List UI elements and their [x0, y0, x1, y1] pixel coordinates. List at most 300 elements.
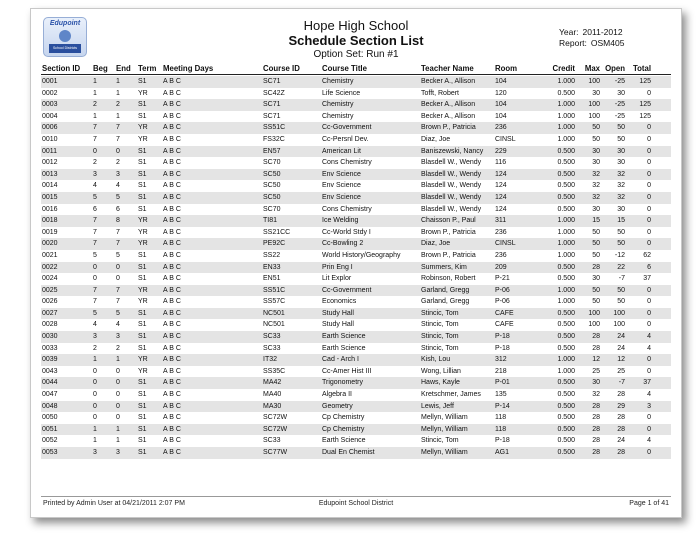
- table-row: [41, 215, 671, 227]
- option-set: Option Set: Run #1: [313, 49, 399, 60]
- cell-course-id: SC71: [263, 112, 281, 120]
- report-title: Schedule Section List: [288, 33, 424, 48]
- cell-beg: 0: [93, 147, 97, 155]
- cell-credit: 0.500: [557, 309, 575, 317]
- cell-course-id: MA40: [263, 391, 282, 399]
- cell-term: S1: [138, 449, 147, 456]
- table-row: [41, 447, 671, 459]
- col-beg: Beg: [93, 64, 108, 73]
- cell-section-id: 0004: [42, 112, 58, 120]
- cell-end: 2: [116, 344, 120, 352]
- cell-room: P-18: [495, 333, 510, 341]
- cell-max: 30: [592, 205, 600, 213]
- cell-teacher-name: Becker A., Allison: [421, 101, 476, 109]
- cell-course-id: SC72W: [263, 425, 288, 433]
- report-label: Report:: [559, 38, 587, 48]
- cell-course-title: World History/Geography: [322, 251, 401, 259]
- cell-credit: 0.500: [557, 321, 575, 329]
- cell-end: 0: [116, 275, 120, 283]
- cell-course-title: Ice Welding: [322, 217, 359, 225]
- cell-room: P-06: [495, 298, 510, 306]
- cell-max: 100: [588, 309, 600, 317]
- cell-end: 7: [116, 286, 120, 294]
- col-end: End: [116, 64, 131, 73]
- cell-teacher-name: Garland, Gregg: [421, 298, 470, 306]
- cell-beg: 7: [93, 228, 97, 236]
- cell-open: 50: [617, 228, 625, 236]
- cell-teacher-name: Haws, Kayle: [421, 379, 460, 387]
- table-row: [41, 331, 671, 343]
- cell-course-id: SC71: [263, 78, 281, 85]
- cell-end: 0: [116, 263, 120, 271]
- col-room: Room: [495, 64, 518, 73]
- report-value: OSM405: [590, 38, 625, 48]
- table-row: [41, 285, 671, 297]
- logo-subtitle: School Districts: [49, 44, 81, 53]
- cell-section-id: 0011: [42, 147, 58, 155]
- cell-course-id: SS51C: [263, 124, 286, 132]
- cell-beg: 1: [93, 89, 97, 97]
- cell-meeting-days: A B C: [163, 135, 181, 143]
- cell-end: 5: [116, 251, 120, 259]
- cell-course-id: SC33: [263, 344, 281, 352]
- report-page: [30, 8, 682, 518]
- cell-course-id: MA30: [263, 402, 282, 410]
- cell-course-title: Earth Science: [322, 437, 366, 445]
- cell-teacher-name: Mellyn, William: [421, 414, 468, 422]
- cell-meeting-days: A B C: [163, 379, 181, 387]
- cell-total: 0: [647, 240, 651, 248]
- cell-term: S1: [138, 101, 147, 109]
- cell-total: 6: [647, 263, 651, 271]
- cell-term: YR: [138, 135, 148, 143]
- cell-room: 104: [495, 101, 507, 109]
- cell-course-title: Algebra II: [322, 391, 352, 399]
- cell-term: YR: [138, 298, 148, 306]
- cell-meeting-days: A B C: [163, 298, 181, 306]
- cell-max: 28: [592, 402, 600, 410]
- cell-course-id: EN33: [263, 263, 281, 271]
- cell-term: YR: [138, 228, 148, 236]
- cell-credit: 0.500: [557, 344, 575, 352]
- table-row: [41, 319, 671, 331]
- cell-meeting-days: A B C: [163, 124, 181, 132]
- cell-beg: 2: [93, 101, 97, 109]
- cell-total: 0: [647, 135, 651, 143]
- cell-total: 0: [647, 298, 651, 306]
- cell-teacher-name: Blasdell W., Wendy: [421, 193, 482, 201]
- cell-section-id: 0039: [42, 356, 58, 364]
- cell-total: 37: [643, 275, 651, 283]
- cell-meeting-days: A B C: [163, 437, 181, 445]
- cell-total: 0: [647, 449, 651, 456]
- cell-beg: 2: [93, 159, 97, 167]
- cell-end: 1: [116, 425, 120, 433]
- cell-course-id: SC33: [263, 437, 281, 445]
- cell-teacher-name: Brown P., Patricia: [421, 228, 476, 236]
- cell-max: 50: [592, 298, 600, 306]
- cell-max: 50: [592, 124, 600, 132]
- cell-room: 236: [495, 228, 507, 236]
- cell-course-id: EN51: [263, 275, 281, 283]
- cell-section-id: 0053: [42, 449, 58, 456]
- cell-meeting-days: A B C: [163, 112, 181, 120]
- cell-term: S1: [138, 182, 147, 190]
- cell-total: 0: [647, 205, 651, 213]
- cell-open: 30: [617, 89, 625, 97]
- cell-open: -7: [618, 275, 625, 283]
- cell-teacher-name: Mellyn, William: [421, 449, 468, 456]
- cell-section-id: 0050: [42, 414, 58, 422]
- cell-teacher-name: Robinson, Robert: [421, 275, 476, 283]
- cell-max: 50: [592, 135, 600, 143]
- cell-open: 100: [613, 309, 625, 317]
- cell-total: 4: [647, 344, 651, 352]
- cell-course-title: Env Science: [322, 170, 361, 178]
- table-row: [41, 354, 671, 366]
- cell-course-title: Env Science: [322, 182, 361, 190]
- cell-open: 22: [617, 263, 625, 271]
- cell-max: 100: [588, 101, 600, 109]
- cell-total: 4: [647, 333, 651, 341]
- cell-meeting-days: A B C: [163, 170, 181, 178]
- cell-meeting-days: A B C: [163, 193, 181, 201]
- cell-room: 118: [495, 414, 507, 422]
- cell-total: 4: [647, 437, 651, 445]
- cell-course-id: SC77W: [263, 449, 288, 456]
- cell-course-title: Study Hall: [322, 309, 354, 317]
- cell-section-id: 0033: [42, 344, 58, 352]
- cell-room: CAFE: [495, 309, 514, 317]
- cell-term: S1: [138, 379, 147, 387]
- printed-by: Printed by Admin User at 04/21/2011 2:07 PM: [43, 500, 185, 507]
- cell-course-id: SC72W: [263, 414, 288, 422]
- cell-total: 125: [639, 112, 651, 120]
- cell-room: CINSL: [495, 240, 516, 248]
- cell-end: 7: [116, 135, 120, 143]
- cell-total: 0: [647, 286, 651, 294]
- cell-course-title: Cad - Arch I: [322, 356, 359, 364]
- cell-section-id: 0002: [42, 89, 58, 97]
- section-table-body: [41, 76, 671, 459]
- table-row: [41, 88, 671, 100]
- cell-beg: 0: [93, 402, 97, 410]
- cell-section-id: 0028: [42, 321, 58, 329]
- cell-meeting-days: A B C: [163, 263, 181, 271]
- cell-teacher-name: Kish, Lou: [421, 356, 451, 364]
- table-row: [41, 389, 671, 401]
- cell-term: S1: [138, 205, 147, 213]
- cell-end: 5: [116, 193, 120, 201]
- cell-beg: 4: [93, 321, 97, 329]
- cell-meeting-days: A B C: [163, 321, 181, 329]
- cell-open: -25: [614, 112, 625, 120]
- cell-room: CINSL: [495, 135, 516, 143]
- cell-course-title: American Lit: [322, 147, 361, 155]
- cell-term: S1: [138, 321, 147, 329]
- cell-end: 6: [116, 205, 120, 213]
- cell-open: 24: [617, 344, 625, 352]
- cell-section-id: 0048: [42, 402, 58, 410]
- cell-total: 3: [647, 402, 651, 410]
- cell-course-id: SC70: [263, 159, 281, 167]
- cell-total: 4: [647, 391, 651, 399]
- cell-max: 12: [592, 356, 600, 364]
- cell-room: 209: [495, 263, 507, 271]
- cell-beg: 1: [93, 112, 97, 120]
- cell-beg: 3: [93, 333, 97, 341]
- cell-beg: 7: [93, 286, 97, 294]
- cell-teacher-name: Becker A., Allison: [421, 112, 476, 120]
- cell-end: 7: [116, 228, 120, 236]
- cell-room: 120: [495, 89, 507, 97]
- table-row: [41, 134, 671, 146]
- col-open: Open: [605, 64, 625, 73]
- table-row: [41, 157, 671, 169]
- cell-course-id: NC501: [263, 309, 285, 317]
- cell-course-title: Earth Science: [322, 333, 366, 341]
- cell-credit: 0.500: [557, 193, 575, 201]
- cell-room: 118: [495, 425, 507, 433]
- cell-max: 100: [588, 112, 600, 120]
- cell-end: 0: [116, 147, 120, 155]
- cell-section-id: 0026: [42, 298, 58, 306]
- cell-section-id: 0019: [42, 228, 58, 236]
- cell-beg: 5: [93, 193, 97, 201]
- cell-max: 28: [592, 263, 600, 271]
- cell-end: 1: [116, 356, 120, 364]
- cell-max: 30: [592, 159, 600, 167]
- cell-section-id: 0047: [42, 391, 58, 399]
- table-row: [41, 180, 671, 192]
- cell-total: 0: [647, 367, 651, 375]
- cell-section-id: 0014: [42, 182, 58, 190]
- cell-section-id: 0003: [42, 101, 58, 109]
- table-row: [41, 169, 671, 181]
- cell-course-id: FS32C: [263, 135, 285, 143]
- page-number: Page 1 of 41: [629, 500, 669, 507]
- cell-teacher-name: Diaz, Joe: [421, 240, 451, 248]
- cell-total: 0: [647, 356, 651, 364]
- cell-room: P-14: [495, 402, 510, 410]
- cell-room: 229: [495, 147, 507, 155]
- year-value: 2011-2012: [582, 27, 623, 37]
- cell-max: 50: [592, 228, 600, 236]
- logo-brand-text: Edupoint: [49, 20, 81, 27]
- cell-max: 25: [592, 367, 600, 375]
- cell-meeting-days: A B C: [163, 344, 181, 352]
- cell-course-id: SC42Z: [263, 89, 285, 97]
- cell-open: -12: [614, 251, 625, 259]
- table-row: [41, 111, 671, 123]
- col-meeting-days: Meeting Days: [163, 64, 214, 73]
- cell-course-title: Cc-Government: [322, 124, 372, 132]
- cell-room: P-06: [495, 286, 510, 294]
- cell-end: 0: [116, 391, 120, 399]
- cell-teacher-name: Garland, Gregg: [421, 286, 470, 294]
- cell-beg: 5: [93, 251, 97, 259]
- cell-meeting-days: A B C: [163, 205, 181, 213]
- cell-credit: 0.500: [557, 275, 575, 283]
- cell-term: YR: [138, 89, 148, 97]
- cell-max: 28: [592, 414, 600, 422]
- cell-total: 0: [647, 89, 651, 97]
- cell-credit: 1.000: [557, 78, 575, 85]
- table-row: [41, 146, 671, 158]
- col-total: Total: [632, 64, 651, 73]
- cell-teacher-name: Diaz, Joe: [421, 135, 451, 143]
- cell-course-title: Cp Chemistry: [322, 425, 365, 433]
- cell-beg: 7: [93, 217, 97, 225]
- cell-max: 28: [592, 344, 600, 352]
- cell-total: 0: [647, 309, 651, 317]
- cell-max: 100: [588, 78, 600, 85]
- cell-course-id: SC50: [263, 193, 281, 201]
- cell-max: 50: [592, 240, 600, 248]
- cell-teacher-name: Chaisson P., Paul: [421, 217, 476, 225]
- cell-course-id: SC71: [263, 101, 281, 109]
- cell-total: 0: [647, 425, 651, 433]
- cell-credit: 0.500: [557, 391, 575, 399]
- cell-end: 3: [116, 333, 120, 341]
- cell-credit: 1.000: [557, 251, 575, 259]
- cell-course-id: SC50: [263, 170, 281, 178]
- school-name: Hope High School: [303, 18, 409, 33]
- cell-term: YR: [138, 286, 148, 294]
- cell-meeting-days: A B C: [163, 182, 181, 190]
- cell-credit: 0.500: [557, 170, 575, 178]
- cell-section-id: 0010: [42, 135, 58, 143]
- cell-course-id: SC50: [263, 182, 281, 190]
- cell-meeting-days: A B C: [163, 159, 181, 167]
- cell-open: 50: [617, 124, 625, 132]
- cell-credit: 0.500: [557, 437, 575, 445]
- cell-max: 50: [592, 251, 600, 259]
- cell-credit: 1.000: [557, 298, 575, 306]
- cell-max: 32: [592, 182, 600, 190]
- cell-term: S1: [138, 414, 147, 422]
- table-row: [41, 122, 671, 134]
- cell-credit: 1.000: [557, 367, 575, 375]
- cell-total: 0: [647, 147, 651, 155]
- cell-meeting-days: A B C: [163, 147, 181, 155]
- cell-term: S1: [138, 147, 147, 155]
- cell-term: YR: [138, 356, 148, 364]
- table-row: [41, 343, 671, 355]
- cell-term: S1: [138, 159, 147, 167]
- cell-course-id: NC501: [263, 321, 285, 329]
- cell-term: S1: [138, 112, 147, 120]
- cell-credit: 1.000: [557, 135, 575, 143]
- cell-beg: 0: [93, 414, 97, 422]
- cell-open: -7: [618, 379, 625, 387]
- cell-section-id: 0024: [42, 275, 58, 283]
- cell-teacher-name: Stincic, Tom: [421, 437, 459, 445]
- cell-teacher-name: Stincic, Tom: [421, 333, 459, 341]
- cell-end: 0: [116, 367, 120, 375]
- district-name: Edupoint School District: [318, 500, 394, 507]
- cell-course-id: SS57C: [263, 298, 286, 306]
- cell-end: 1: [116, 89, 120, 97]
- cell-section-id: 0018: [42, 217, 58, 225]
- cell-teacher-name: Mellyn, William: [421, 425, 468, 433]
- col-credit: Credit: [552, 64, 575, 73]
- cell-end: 7: [116, 124, 120, 132]
- cell-open: 100: [613, 321, 625, 329]
- cell-course-title: Cc-Persnl Dev.: [322, 135, 369, 143]
- cell-credit: 1.000: [557, 240, 575, 248]
- cell-total: 0: [647, 170, 651, 178]
- cell-credit: 1.000: [557, 217, 575, 225]
- cell-teacher-name: Blasdell W., Wendy: [421, 159, 482, 167]
- cell-room: 218: [495, 367, 507, 375]
- cell-open: 28: [617, 449, 625, 456]
- table-row: [41, 99, 671, 111]
- cell-credit: 0.500: [557, 379, 575, 387]
- cell-max: 28: [592, 425, 600, 433]
- cell-end: 0: [116, 379, 120, 387]
- cell-max: 32: [592, 391, 600, 399]
- cell-term: S1: [138, 170, 147, 178]
- cell-credit: 1.000: [557, 228, 575, 236]
- cell-beg: 0: [93, 275, 97, 283]
- cell-total: 0: [647, 228, 651, 236]
- cell-total: 125: [639, 78, 651, 85]
- cell-meeting-days: A B C: [163, 402, 181, 410]
- cell-open: 30: [617, 205, 625, 213]
- cell-section-id: 0015: [42, 193, 58, 201]
- cell-beg: 2: [93, 344, 97, 352]
- cell-beg: 0: [93, 391, 97, 399]
- cell-end: 1: [116, 437, 120, 445]
- cell-credit: 0.500: [557, 89, 575, 97]
- col-term: Term: [138, 64, 157, 73]
- cell-teacher-name: Brown P., Patricia: [421, 251, 476, 259]
- cell-teacher-name: Lewis, Jeff: [421, 402, 454, 410]
- cell-course-title: Earth Science: [322, 344, 366, 352]
- cell-total: 37: [643, 379, 651, 387]
- cell-meeting-days: A B C: [163, 240, 181, 248]
- table-row: [41, 412, 671, 424]
- cell-section-id: 0001: [42, 78, 58, 85]
- cell-max: 30: [592, 379, 600, 387]
- cell-section-id: 0022: [42, 263, 58, 271]
- cell-beg: 6: [93, 205, 97, 213]
- cell-max: 28: [592, 437, 600, 445]
- cell-room: P-21: [495, 275, 510, 283]
- table-row: [41, 227, 671, 239]
- cell-open: 28: [617, 425, 625, 433]
- cell-meeting-days: A B C: [163, 89, 181, 97]
- cell-course-title: Cons Chemistry: [322, 205, 372, 213]
- cell-open: 50: [617, 286, 625, 294]
- report-info: [559, 38, 624, 48]
- table-row: [41, 192, 671, 204]
- cell-term: S1: [138, 425, 147, 433]
- cell-max: 28: [592, 333, 600, 341]
- cell-course-title: Life Science: [322, 89, 361, 97]
- cell-credit: 1.000: [557, 356, 575, 364]
- cell-beg: 3: [93, 449, 97, 456]
- cell-total: 62: [643, 251, 651, 259]
- cell-teacher-name: Summers, Kim: [421, 263, 467, 271]
- cell-course-id: SS51C: [263, 286, 286, 294]
- cell-meeting-days: A B C: [163, 449, 181, 456]
- cell-course-title: Cp Chemistry: [322, 414, 365, 422]
- cell-section-id: 0044: [42, 379, 58, 387]
- cell-term: S1: [138, 344, 147, 352]
- cell-teacher-name: Stincic, Tom: [421, 321, 459, 329]
